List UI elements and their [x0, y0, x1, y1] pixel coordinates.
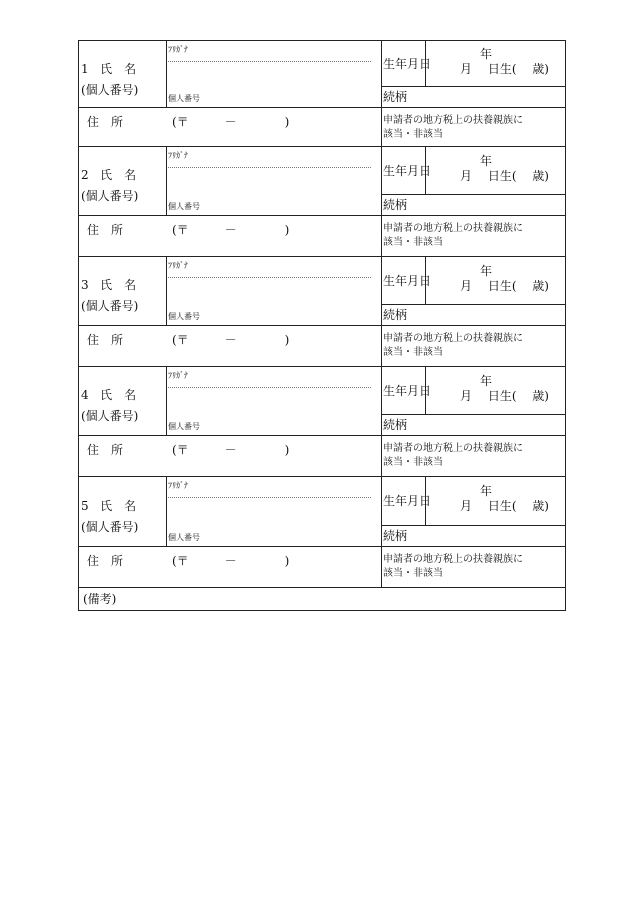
month-day-age-label: 月 日生( 歳)	[460, 62, 549, 76]
year-label: 年	[480, 47, 493, 61]
relationship-field[interactable]	[426, 525, 565, 546]
postal-code: (〒 － )	[172, 115, 290, 129]
column-divider	[381, 367, 382, 477]
year-label: 年	[480, 264, 493, 278]
entry-number: 5	[81, 499, 89, 513]
dependent-status-label: 申請者の地方税上の扶養親族に	[383, 443, 523, 454]
dependent-entry	[79, 257, 565, 367]
individual-number-label: (個人番号)	[81, 83, 139, 97]
birth-date-label: 生年月日	[383, 57, 432, 71]
remarks-label: (備考)	[83, 592, 117, 606]
dependent-entry	[79, 41, 565, 147]
postal-code: (〒 － )	[172, 443, 290, 457]
name-label	[81, 387, 136, 403]
name-field[interactable]	[167, 168, 380, 194]
furigana-label: ﾌﾘｶﾞﾅ	[168, 481, 188, 490]
entry-number: 2	[81, 168, 89, 182]
dependent-entry	[79, 367, 565, 477]
furigana-label: ﾌﾘｶﾞﾅ	[168, 371, 188, 380]
relationship-label: 続柄	[383, 90, 408, 104]
individual-number-field[interactable]	[167, 194, 380, 215]
relationship-label: 続柄	[383, 418, 408, 432]
individual-number-small-label: 個人番号	[168, 422, 200, 431]
individual-number-label: (個人番号)	[81, 189, 139, 203]
address-label: 住 所	[87, 115, 124, 129]
year-label: 年	[480, 154, 493, 168]
dependent-status-label: 申請者の地方税上の扶養親族に	[383, 223, 523, 234]
postal-code: (〒 － )	[172, 223, 290, 237]
relationship-label: 続柄	[383, 529, 408, 543]
address-field[interactable]	[167, 216, 380, 256]
year-label: 年	[480, 374, 493, 388]
address-field[interactable]	[167, 326, 380, 366]
furigana-label: ﾌﾘｶﾞﾅ	[168, 45, 188, 54]
furigana-label: ﾌﾘｶﾞﾅ	[168, 261, 188, 270]
individual-number-small-label: 個人番号	[168, 312, 200, 321]
address-label: 住 所	[87, 333, 124, 347]
name-label-text: 氏 名	[100, 388, 137, 402]
month-day-age-label: 月 日生( 歳)	[460, 169, 549, 183]
dependent-status-label: 申請者の地方税上の扶養親族に	[383, 333, 523, 344]
postal-code: (〒 － )	[172, 554, 290, 568]
dependent-status-options[interactable]: 該当・非該当	[383, 568, 443, 579]
dependent-entry	[79, 477, 565, 588]
individual-number-label: (個人番号)	[81, 299, 139, 313]
name-field[interactable]	[167, 278, 380, 304]
column-divider	[381, 41, 382, 147]
name-label	[81, 61, 136, 77]
dependent-status-options[interactable]: 該当・非該当	[383, 347, 443, 358]
individual-number-field[interactable]	[167, 304, 380, 325]
entry-number: 3	[81, 278, 89, 292]
name-label-text: 氏 名	[100, 62, 137, 76]
individual-number-small-label: 個人番号	[168, 94, 200, 103]
name-label	[81, 167, 136, 183]
name-label	[81, 498, 136, 514]
relationship-field[interactable]	[426, 194, 565, 215]
month-day-age-label: 月 日生( 歳)	[460, 499, 549, 513]
column-divider	[381, 147, 382, 257]
individual-number-field[interactable]	[167, 525, 380, 546]
address-field[interactable]	[167, 436, 380, 476]
relationship-label: 続柄	[383, 308, 408, 322]
dependent-entry	[79, 147, 565, 257]
dependent-status-options[interactable]: 該当・非該当	[383, 457, 443, 468]
dependent-status-label: 申請者の地方税上の扶養親族に	[383, 554, 523, 565]
column-divider	[381, 257, 382, 367]
dependent-status-options[interactable]: 該当・非該当	[383, 237, 443, 248]
relationship-field[interactable]	[426, 86, 565, 107]
birth-date-label: 生年月日	[383, 384, 432, 398]
birth-date-label: 生年月日	[383, 494, 432, 508]
birth-date-label: 生年月日	[383, 274, 432, 288]
furigana-label: ﾌﾘｶﾞﾅ	[168, 151, 188, 160]
individual-number-small-label: 個人番号	[168, 202, 200, 211]
month-day-age-label: 月 日生( 歳)	[460, 279, 549, 293]
name-label-text: 氏 名	[100, 168, 137, 182]
dependents-form	[78, 40, 566, 611]
individual-number-small-label: 個人番号	[168, 533, 200, 542]
entry-number: 1	[81, 62, 89, 76]
relationship-field[interactable]	[426, 414, 565, 435]
address-field[interactable]	[167, 547, 380, 587]
relationship-label: 続柄	[383, 198, 408, 212]
year-label: 年	[480, 484, 493, 498]
name-field[interactable]	[167, 62, 380, 86]
relationship-field[interactable]	[426, 304, 565, 325]
dependent-status-options[interactable]: 該当・非該当	[383, 129, 443, 140]
individual-number-label: (個人番号)	[81, 520, 139, 534]
individual-number-field[interactable]	[167, 86, 380, 107]
name-label-text: 氏 名	[100, 499, 137, 513]
address-field[interactable]	[167, 108, 380, 146]
name-field[interactable]	[167, 388, 380, 414]
birth-date-label: 生年月日	[383, 164, 432, 178]
name-label-text: 氏 名	[100, 278, 137, 292]
column-divider	[381, 477, 382, 588]
address-label: 住 所	[87, 443, 124, 457]
remarks-row[interactable]	[79, 588, 565, 611]
address-label: 住 所	[87, 223, 124, 237]
individual-number-field[interactable]	[167, 414, 380, 435]
dependent-status-label: 申請者の地方税上の扶養親族に	[383, 115, 523, 126]
entry-number: 4	[81, 388, 89, 402]
postal-code: (〒 － )	[172, 333, 290, 347]
individual-number-label: (個人番号)	[81, 409, 139, 423]
name-label	[81, 277, 136, 293]
name-field[interactable]	[167, 498, 380, 525]
address-label: 住 所	[87, 554, 124, 568]
month-day-age-label: 月 日生( 歳)	[460, 389, 549, 403]
